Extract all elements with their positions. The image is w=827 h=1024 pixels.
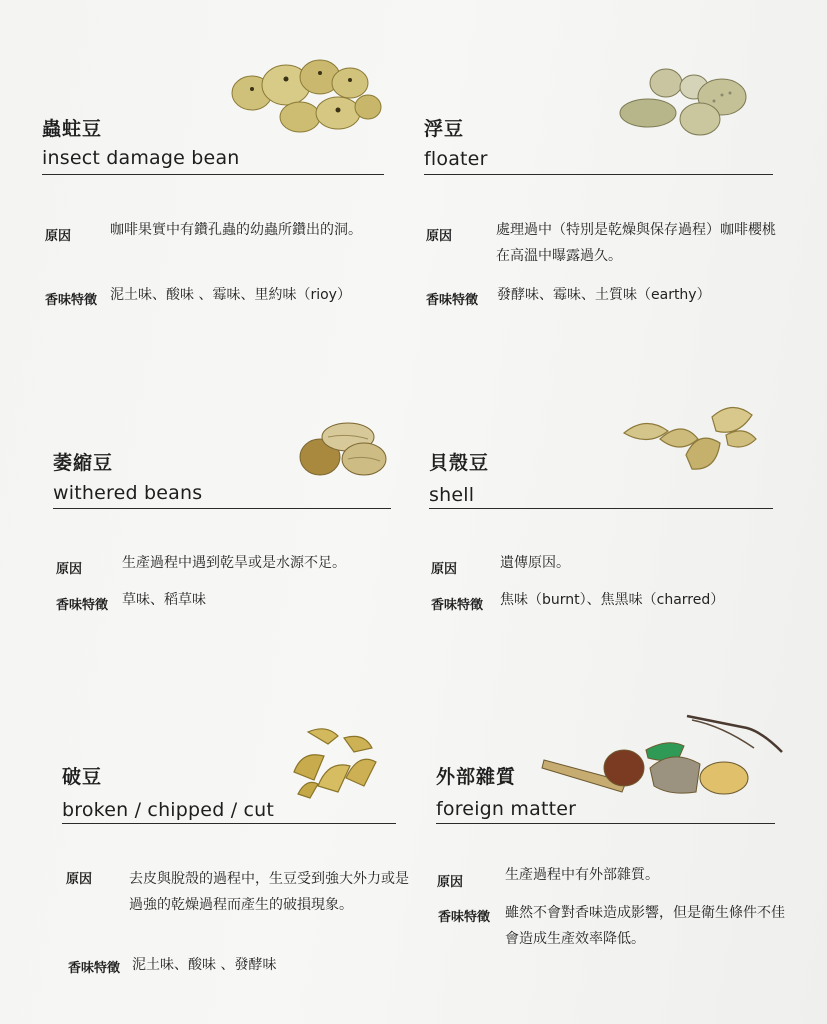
aroma-text: 發酵味、霉味、土質味（earthy） [497, 287, 711, 303]
cause-label: 原因 [426, 229, 453, 244]
aroma-label: 香味特徵 [426, 293, 479, 308]
entry-title-en: floater [424, 148, 488, 170]
entry-title-zh: 萎縮豆 [53, 452, 114, 474]
aroma-text: 泥土味、酸味 、發酵味 [132, 957, 277, 973]
title-rule [424, 174, 773, 175]
aroma-text: 焦味（burnt）、焦黑味（charred） [500, 592, 725, 608]
withered-beans-photo [298, 415, 393, 479]
cause-label: 原因 [431, 562, 458, 577]
aroma-text: 雖然不會對香味造成影響，但是衛生條件不佳會造成生產效率降低。 [505, 905, 785, 947]
title-rule [53, 508, 391, 509]
entry-title-en: withered beans [53, 482, 203, 504]
aroma-label: 香味特徵 [438, 910, 491, 925]
aroma-label: 香味特徵 [56, 598, 109, 613]
entry-title-en: broken / chipped / cut [62, 799, 275, 821]
title-rule [436, 823, 775, 824]
entry-title-zh: 破豆 [62, 766, 103, 788]
cause-text: 咖啡果實中有鑽孔蟲的幼蟲所鑽出的洞。 [110, 222, 362, 238]
entry-title-zh: 外部雜質 [436, 766, 517, 788]
cause-text: 生產過程中有外部雜質。 [505, 867, 659, 883]
cause-text: 生產過程中遇到乾旱或是水源不足。 [122, 555, 346, 571]
entry-title-en: shell [429, 484, 475, 506]
entry-title-zh: 蟲蛀豆 [42, 118, 103, 140]
aroma-text: 草味、稻草味 [122, 592, 206, 608]
cause-label: 原因 [45, 229, 72, 244]
shell-beans-photo [620, 395, 760, 477]
title-rule [42, 174, 384, 175]
title-rule [62, 823, 396, 824]
floater-beans-photo [618, 65, 763, 143]
cause-text: 遺傳原因。 [500, 555, 570, 571]
aroma-text: 泥土味、酸味 、霉味、里約味（rioy） [110, 287, 351, 303]
entry-title-zh: 浮豆 [424, 118, 465, 140]
entry-title-en: foreign matter [436, 798, 577, 820]
entry-title-zh: 貝殼豆 [429, 452, 490, 474]
aroma-label: 香味特徵 [68, 961, 121, 976]
aroma-label: 香味特徵 [45, 293, 98, 308]
insect-damaged-beans-photo [228, 55, 388, 140]
broken-beans-photo [288, 722, 380, 800]
cause-text: 處理過中（特別是乾燥與保存過程）咖啡櫻桃在高溫中曝露過久。 [496, 222, 776, 264]
aroma-label: 香味特徵 [431, 598, 484, 613]
cause-label: 原因 [437, 875, 464, 890]
foreign-matter-photo [542, 712, 787, 800]
entry-title-en: insect damage bean [42, 147, 240, 169]
cause-label: 原因 [66, 872, 93, 887]
cause-label: 原因 [56, 562, 83, 577]
cause-text: 去皮與脫殼的過程中，生豆受到強大外力或是過強的乾燥過程而產生的破損現象。 [129, 871, 409, 913]
title-rule [429, 508, 773, 509]
